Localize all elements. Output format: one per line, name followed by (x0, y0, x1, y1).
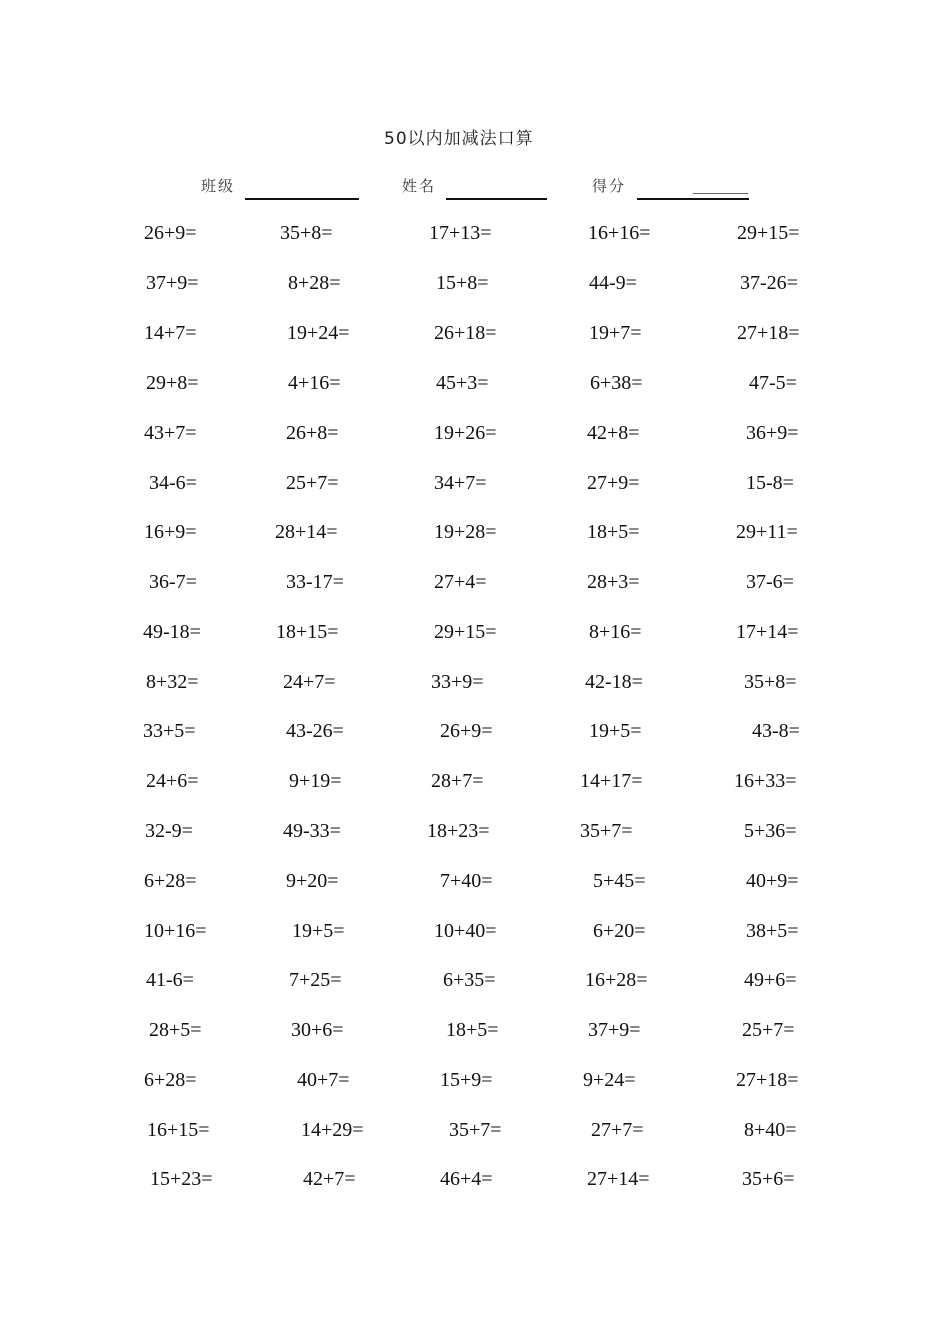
arithmetic-problem: 6+20= (593, 920, 646, 942)
score-label: 得分 (592, 177, 627, 195)
arithmetic-problem: 37+9= (146, 272, 199, 294)
arithmetic-problem: 42+7= (303, 1168, 356, 1190)
arithmetic-problem: 44-9= (589, 272, 637, 294)
arithmetic-problem: 47-5= (749, 372, 797, 394)
arithmetic-problem: 36-7= (149, 571, 197, 593)
arithmetic-problem: 4+16= (288, 372, 341, 394)
arithmetic-problem: 37-6= (746, 571, 794, 593)
arithmetic-problem: 27+7= (591, 1119, 644, 1141)
arithmetic-problem: 26+9= (144, 222, 197, 244)
arithmetic-problem: 35+8= (280, 222, 333, 244)
arithmetic-problem: 18+5= (587, 521, 640, 543)
arithmetic-problem: 29+15= (737, 222, 800, 244)
arithmetic-problem: 35+7= (580, 820, 633, 842)
arithmetic-problem: 35+6= (742, 1168, 795, 1190)
arithmetic-problem: 8+32= (146, 671, 199, 693)
arithmetic-problem: 35+7= (449, 1119, 502, 1141)
arithmetic-problem: 34+7= (434, 472, 487, 494)
arithmetic-problem: 41-6= (146, 969, 194, 991)
arithmetic-problem: 19+7= (589, 322, 642, 344)
arithmetic-problem: 16+28= (585, 969, 648, 991)
arithmetic-problem: 26+18= (434, 322, 497, 344)
arithmetic-problem: 16+16= (588, 222, 651, 244)
arithmetic-problem: 43-8= (752, 720, 800, 742)
arithmetic-problem: 6+28= (144, 1069, 197, 1091)
arithmetic-problem: 18+5= (446, 1019, 499, 1041)
arithmetic-problem: 5+36= (744, 820, 797, 842)
arithmetic-problem: 14+17= (580, 770, 643, 792)
arithmetic-problem: 36+9= (746, 422, 799, 444)
arithmetic-problem: 29+11= (736, 521, 798, 543)
arithmetic-problem: 7+40= (440, 870, 493, 892)
arithmetic-problem: 43+7= (144, 422, 197, 444)
arithmetic-problem: 6+28= (144, 870, 197, 892)
arithmetic-problem: 8+40= (744, 1119, 797, 1141)
arithmetic-problem: 35+8= (744, 671, 797, 693)
arithmetic-problem: 49+6= (744, 969, 797, 991)
arithmetic-problem: 10+16= (144, 920, 207, 942)
arithmetic-problem: 15-8= (746, 472, 794, 494)
arithmetic-problem: 28+3= (587, 571, 640, 593)
arithmetic-problem: 27+18= (737, 322, 800, 344)
arithmetic-problem: 28+5= (149, 1019, 202, 1041)
class-label: 班级 (201, 177, 236, 195)
arithmetic-problem: 17+14= (736, 621, 799, 643)
arithmetic-problem: 9+24= (583, 1069, 636, 1091)
arithmetic-problem: 43-26= (286, 720, 344, 742)
arithmetic-problem: 18+15= (276, 621, 339, 643)
arithmetic-problem: 9+20= (286, 870, 339, 892)
arithmetic-problem: 37+9= (588, 1019, 641, 1041)
arithmetic-problem: 28+7= (431, 770, 484, 792)
arithmetic-problem: 33+5= (143, 720, 196, 742)
arithmetic-problem: 15+8= (436, 272, 489, 294)
arithmetic-problem: 40+7= (297, 1069, 350, 1091)
arithmetic-problem: 19+24= (287, 322, 350, 344)
arithmetic-problem: 14+29= (301, 1119, 364, 1141)
arithmetic-problem: 40+9= (746, 870, 799, 892)
arithmetic-problem: 7+25= (289, 969, 342, 991)
arithmetic-problem: 46+4= (440, 1168, 493, 1190)
arithmetic-problem: 25+7= (742, 1019, 795, 1041)
arithmetic-problem: 19+5= (292, 920, 345, 942)
arithmetic-problem: 37-26= (740, 272, 798, 294)
arithmetic-problem: 29+15= (434, 621, 497, 643)
arithmetic-problem: 32-9= (145, 820, 193, 842)
worksheet-title: 50以内加减法口算 (384, 129, 534, 149)
arithmetic-problem: 10+40= (434, 920, 497, 942)
arithmetic-problem: 14+7= (144, 322, 197, 344)
arithmetic-problem: 19+5= (589, 720, 642, 742)
arithmetic-problem: 15+23= (150, 1168, 213, 1190)
arithmetic-problem: 27+18= (736, 1069, 799, 1091)
arithmetic-problem: 38+5= (746, 920, 799, 942)
arithmetic-problem: 49-33= (283, 820, 341, 842)
arithmetic-problem: 45+3= (436, 372, 489, 394)
arithmetic-problem: 29+8= (146, 372, 199, 394)
arithmetic-problem: 42-18= (585, 671, 643, 693)
arithmetic-problem: 16+15= (147, 1119, 210, 1141)
arithmetic-problem: 6+35= (443, 969, 496, 991)
arithmetic-problem: 16+33= (734, 770, 797, 792)
arithmetic-problem: 27+14= (587, 1168, 650, 1190)
arithmetic-problem: 34-6= (149, 472, 197, 494)
arithmetic-problem: 49-18= (143, 621, 201, 643)
arithmetic-problem: 42+8= (587, 422, 640, 444)
arithmetic-problem: 33+9= (431, 671, 484, 693)
arithmetic-problem: 15+9= (440, 1069, 493, 1091)
arithmetic-problem: 8+28= (288, 272, 341, 294)
arithmetic-problem: 33-17= (286, 571, 344, 593)
arithmetic-problem: 24+6= (146, 770, 199, 792)
arithmetic-problem: 27+4= (434, 571, 487, 593)
arithmetic-problem: 5+45= (593, 870, 646, 892)
name-label: 姓名 (402, 177, 437, 195)
arithmetic-problem: 28+14= (275, 521, 338, 543)
arithmetic-problem: 24+7= (283, 671, 336, 693)
arithmetic-problem: 30+6= (291, 1019, 344, 1041)
arithmetic-problem: 6+38= (590, 372, 643, 394)
arithmetic-problem: 16+9= (144, 521, 197, 543)
arithmetic-problem: 8+16= (589, 621, 642, 643)
arithmetic-problem: 19+28= (434, 521, 497, 543)
arithmetic-problem: 9+19= (289, 770, 342, 792)
arithmetic-problem: 26+9= (440, 720, 493, 742)
arithmetic-problem: 18+23= (427, 820, 490, 842)
arithmetic-problem: 25+7= (286, 472, 339, 494)
arithmetic-problem: 27+9= (587, 472, 640, 494)
arithmetic-problem: 17+13= (429, 222, 492, 244)
arithmetic-problem: 26+8= (286, 422, 339, 444)
arithmetic-problem: 19+26= (434, 422, 497, 444)
